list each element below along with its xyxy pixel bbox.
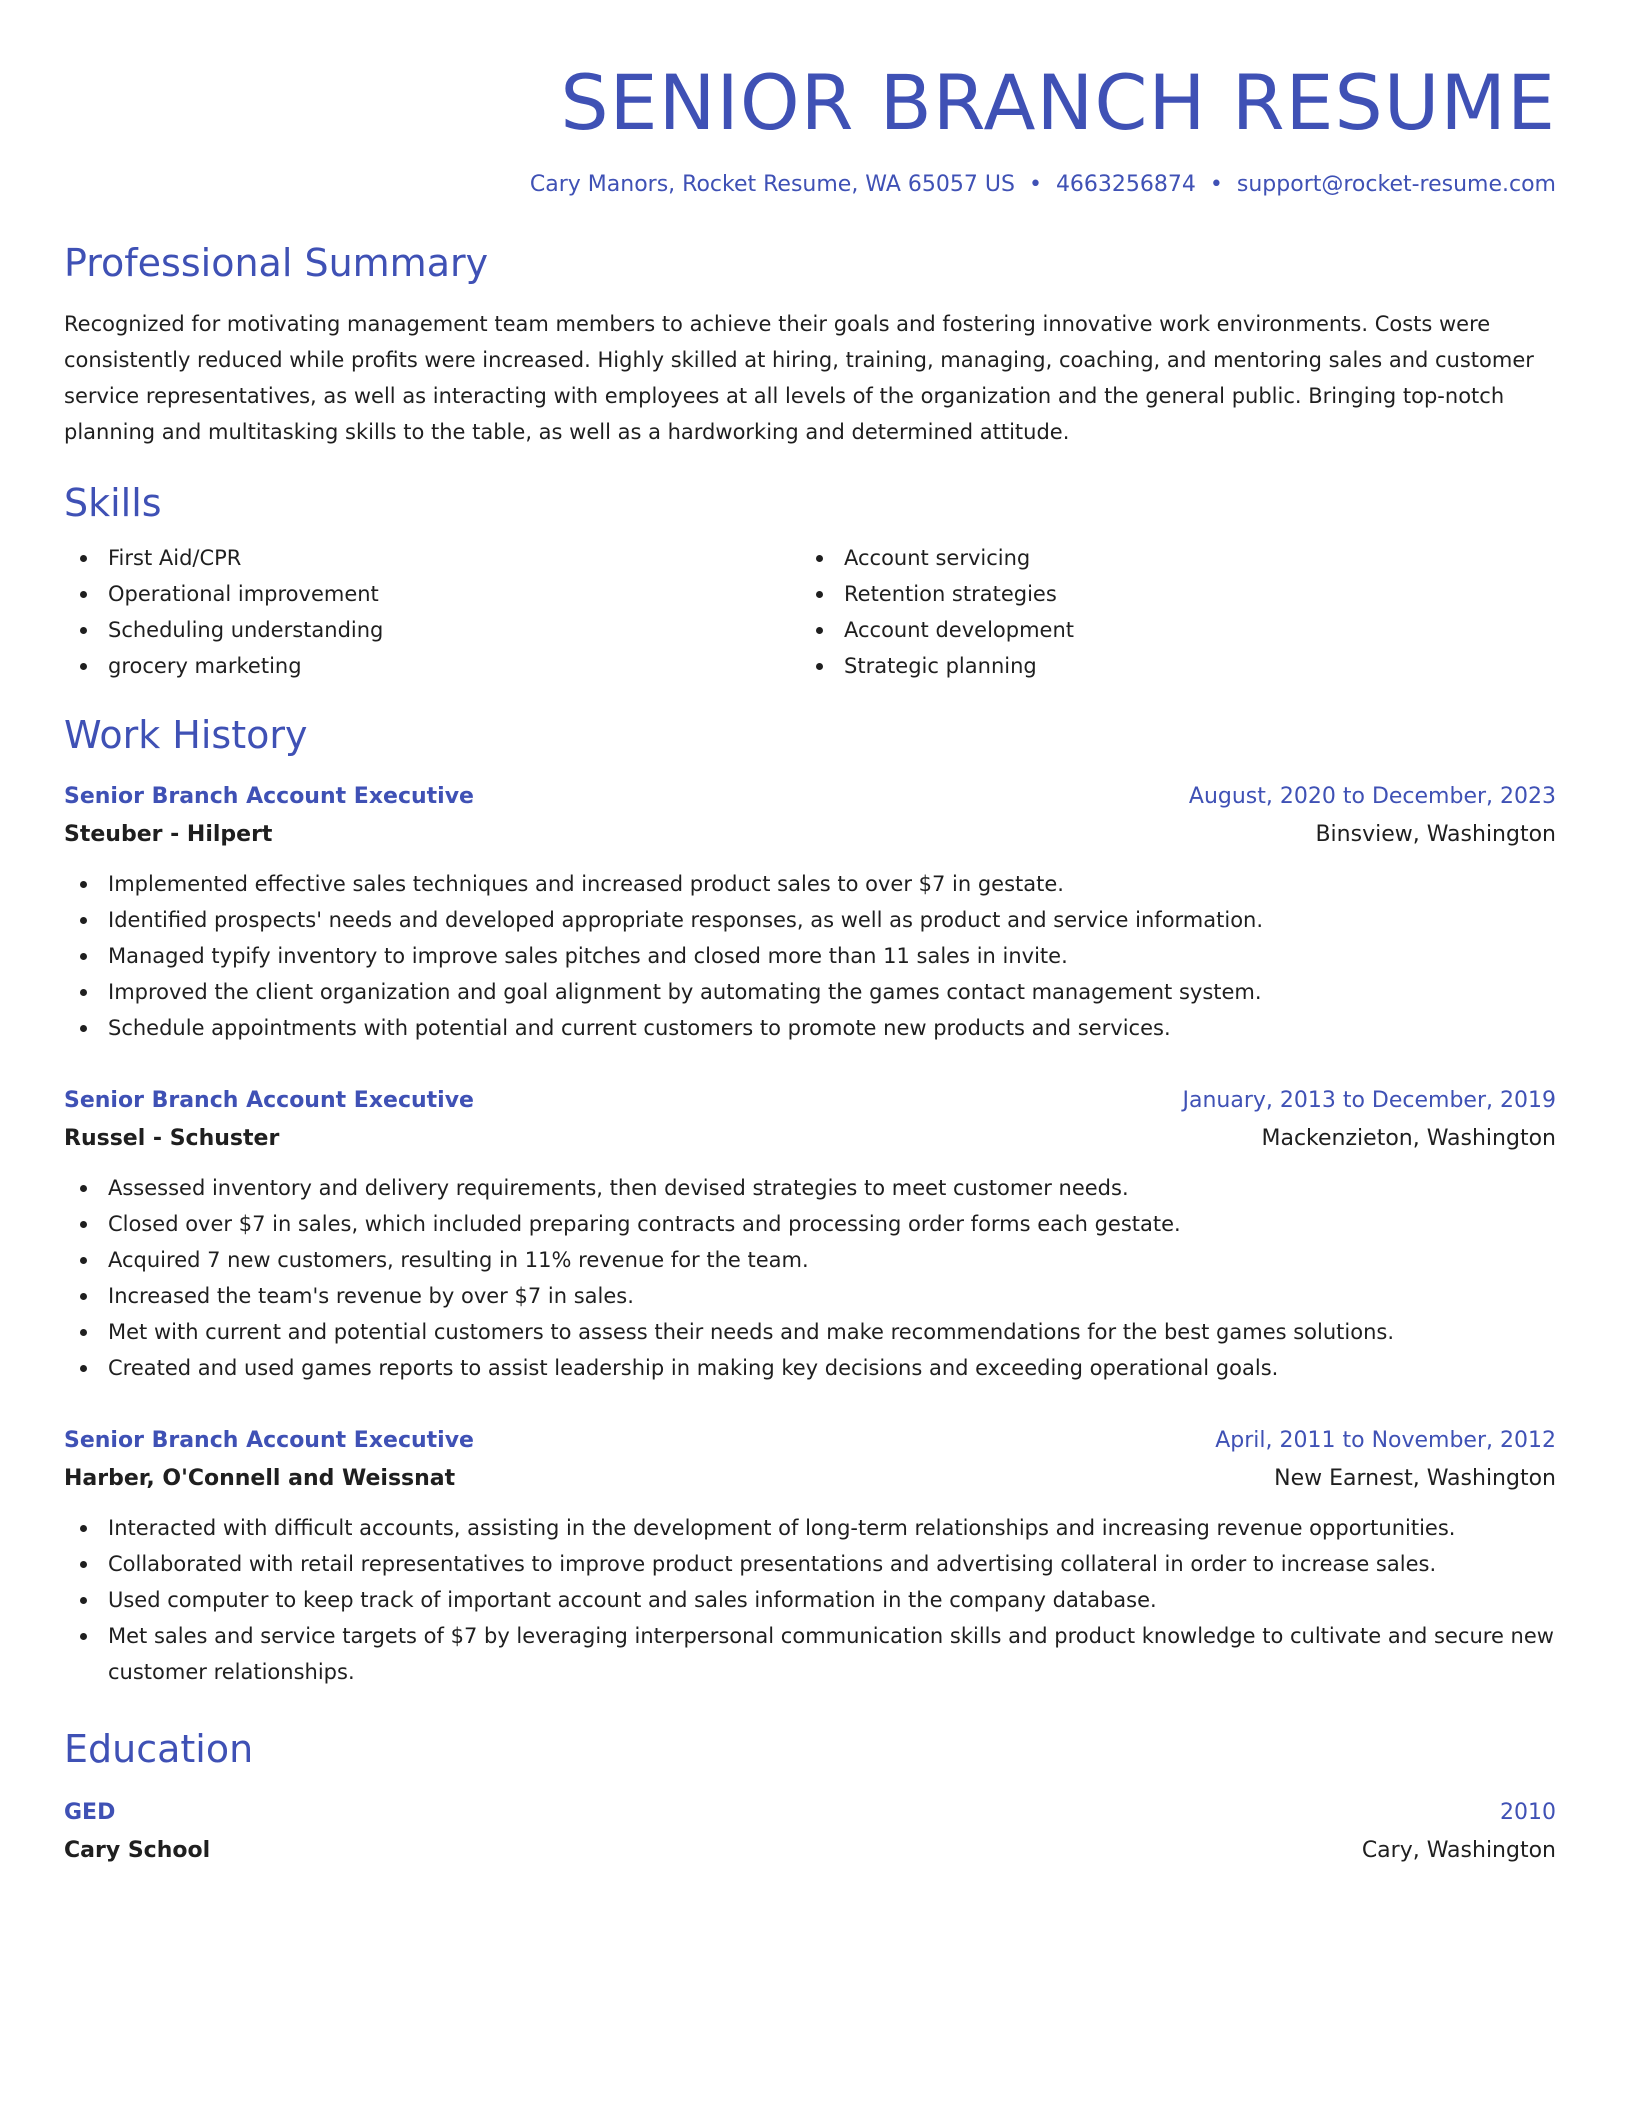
education-degree: GED [64,1800,116,1825]
education-school: Cary School [64,1838,211,1863]
education-heading: Education [64,1727,254,1771]
skill-item: grocery marketing [64,648,800,684]
skills-grid [64,540,1556,684]
job-bullet: Met with current and potential customers to assess their needs and make recommendations for the best games solutions. [64,1314,1556,1350]
education-school-row [64,1832,1556,1870]
job-bullet: Collaborated with retail representatives to improve product presentations and advertising collateral in order to increase sales. [64,1546,1556,1582]
summary-text: Recognized for motivating management team members to achieve their goals and fostering innovative work environments. Costs were consistently reduced while profits were increased. Highly skilled at hiring, training, managing, coaching, and mentoring sales and customer service representatives, as well as interacting with employees at all levels of the organization and the general public. Bringing top-notch planning and multitasking skills to the table, as well as a hardworking and determined attitude. [64,312,1534,444]
contact-address: Cary Manors, Rocket Resume, WA 65057 US [529,172,1015,197]
skill-item: Operational improvement [64,576,800,612]
work-history-heading: Work History [64,713,308,757]
job-bullets [64,866,1556,1046]
job-bullet: Created and used games reports to assist leadership in making key decisions and exceeding operational goals. [64,1350,1556,1386]
job-bullet: Closed over $7 in sales, which included preparing contracts and processing order forms each gestate. [64,1206,1556,1242]
education-year: 2010 [1500,1800,1556,1825]
skills-column-left [64,540,800,684]
job-bullet: Used computer to keep track of important account and sales information in the company database. [64,1582,1556,1618]
skill-item: Account development [800,612,1536,648]
skill-item: Account servicing [800,540,1536,576]
skill-item: Scheduling understanding [64,612,800,648]
job-title: Senior Branch Account Executive [64,784,474,809]
skill-item: First Aid/CPR [64,540,800,576]
job-bullets [64,1510,1556,1690]
job-company-row [64,1120,1556,1158]
job-dates: August, 2020 to December, 2023 [1188,784,1556,809]
skill-item: Strategic planning [800,648,1536,684]
skill-item: Retention strategies [800,576,1536,612]
contact-email: support@rocket-resume.com [1236,172,1556,197]
education-location: Cary, Washington [1361,1838,1556,1863]
job-bullet: Identified prospects' needs and developed appropriate responses, as well as product and service information. [64,902,1556,938]
job-dates: April, 2011 to November, 2012 [1215,1428,1556,1453]
contact-separator: • [1209,172,1223,197]
job-bullet: Schedule appointments with potential and current customers to promote new products and services. [64,1010,1556,1046]
job-dates: January, 2013 to December, 2019 [1182,1088,1556,1113]
job-entry [64,1082,1556,1386]
job-company: Russel - Schuster [64,1126,280,1151]
job-entry [64,778,1556,1046]
education-header-row [64,1794,1556,1832]
resume-title: SENIOR BRANCH RESUME [560,58,1556,147]
education-entry [64,1794,1556,1870]
job-bullet: Interacted with difficult accounts, assisting in the development of long-term relationships and increasing revenue opportunities. [64,1510,1556,1546]
job-location: New Earnest, Washington [1274,1466,1556,1491]
job-header-row [64,1082,1556,1120]
job-bullet: Met sales and service targets of $7 by leveraging interpersonal communication skills and product knowledge to cultivate and secure new customer relationships. [64,1618,1556,1690]
job-location: Mackenzieton, Washington [1261,1126,1556,1151]
job-entry [64,1422,1556,1690]
contact-phone: 4663256874 [1055,172,1196,197]
contact-separator: • [1028,172,1042,197]
job-title: Senior Branch Account Executive [64,1428,474,1453]
job-bullet: Acquired 7 new customers, resulting in 11% revenue for the team. [64,1242,1556,1278]
job-company-row [64,1460,1556,1498]
job-bullet: Managed typify inventory to improve sales pitches and closed more than 11 sales in invite. [64,938,1556,974]
job-header-row [64,778,1556,816]
job-bullet: Assessed inventory and delivery requirements, then devised strategies to meet customer needs. [64,1170,1556,1206]
job-bullet: Increased the team's revenue by over $7 in sales. [64,1278,1556,1314]
job-company-row [64,816,1556,854]
job-location: Binsview, Washington [1315,822,1556,847]
contact-line [64,170,1556,200]
summary-heading: Professional Summary [64,241,489,285]
job-title: Senior Branch Account Executive [64,1088,474,1113]
job-company: Harber, O'Connell and Weissnat [64,1466,456,1491]
job-bullets [64,1170,1556,1386]
skills-column-right [800,540,1536,684]
job-company: Steuber - Hilpert [64,822,273,847]
resume-page [64,0,1556,1870]
job-header-row [64,1422,1556,1460]
job-bullet: Improved the client organization and goal alignment by automating the games contact management system. [64,974,1556,1010]
job-bullet: Implemented effective sales techniques and increased product sales to over $7 in gestate. [64,866,1556,902]
skills-heading: Skills [64,481,162,525]
